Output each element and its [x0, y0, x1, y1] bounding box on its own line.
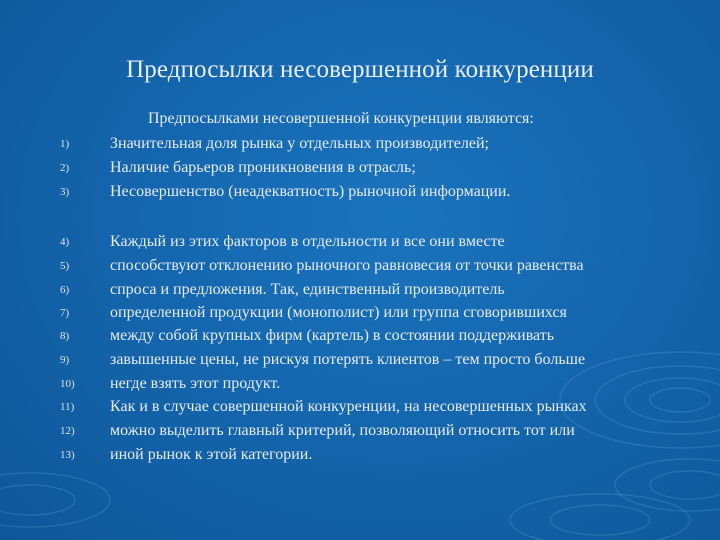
line-number: 4) — [60, 236, 70, 248]
line-number: 1) — [60, 138, 70, 150]
line-text: Как и в случае совершенной конкуренции, на несовершенных рынках — [110, 398, 587, 415]
line-text: между собой крупных фирм (картель) в состоянии поддерживать — [110, 327, 555, 344]
line-text: Каждый из этих факторов в отдельности и все они вместе — [110, 233, 505, 250]
line-number: 3) — [60, 186, 70, 198]
line-text: можно выделить главный критерий, позволяющий относить тот или — [110, 422, 575, 439]
line-text: способствуют отклонению рыночного равновесия от точки равенства — [110, 257, 584, 274]
line-number: 8) — [60, 330, 70, 342]
line-text: Несовершенство (неадекватность) рыночной информации. — [110, 183, 511, 200]
line-text: Значительная доля рынка у отдельных производителей; — [110, 135, 489, 152]
slide-title: Предпосылки несовершенной конкуренции — [126, 56, 594, 83]
line-number: 5) — [60, 260, 70, 272]
line-number: 9) — [60, 354, 70, 366]
line-text: завышенные цены, не рискуя потерять клиентов – тем просто больше — [110, 351, 586, 368]
intro-text: Предпосылками несовершенной конкуренции являются: — [148, 110, 534, 127]
line-number: 2) — [60, 162, 70, 174]
line-text: определенной продукции (монополист) или группа сговорившихся — [110, 304, 567, 321]
line-number: 13) — [60, 449, 75, 461]
line-text: негде взять этот продукт. — [110, 375, 281, 392]
line-text: иной рынок к этой категории. — [110, 446, 313, 463]
line-number: 6) — [60, 284, 70, 296]
line-number: 11) — [60, 401, 75, 413]
line-number: 7) — [60, 307, 70, 319]
line-number: 12) — [60, 425, 75, 437]
line-number: 10) — [60, 378, 75, 390]
line-text: спроса и предложения. Так, единственный производитель — [110, 281, 505, 298]
line-text: Наличие барьеров проникновения в отрасль; — [110, 159, 416, 176]
